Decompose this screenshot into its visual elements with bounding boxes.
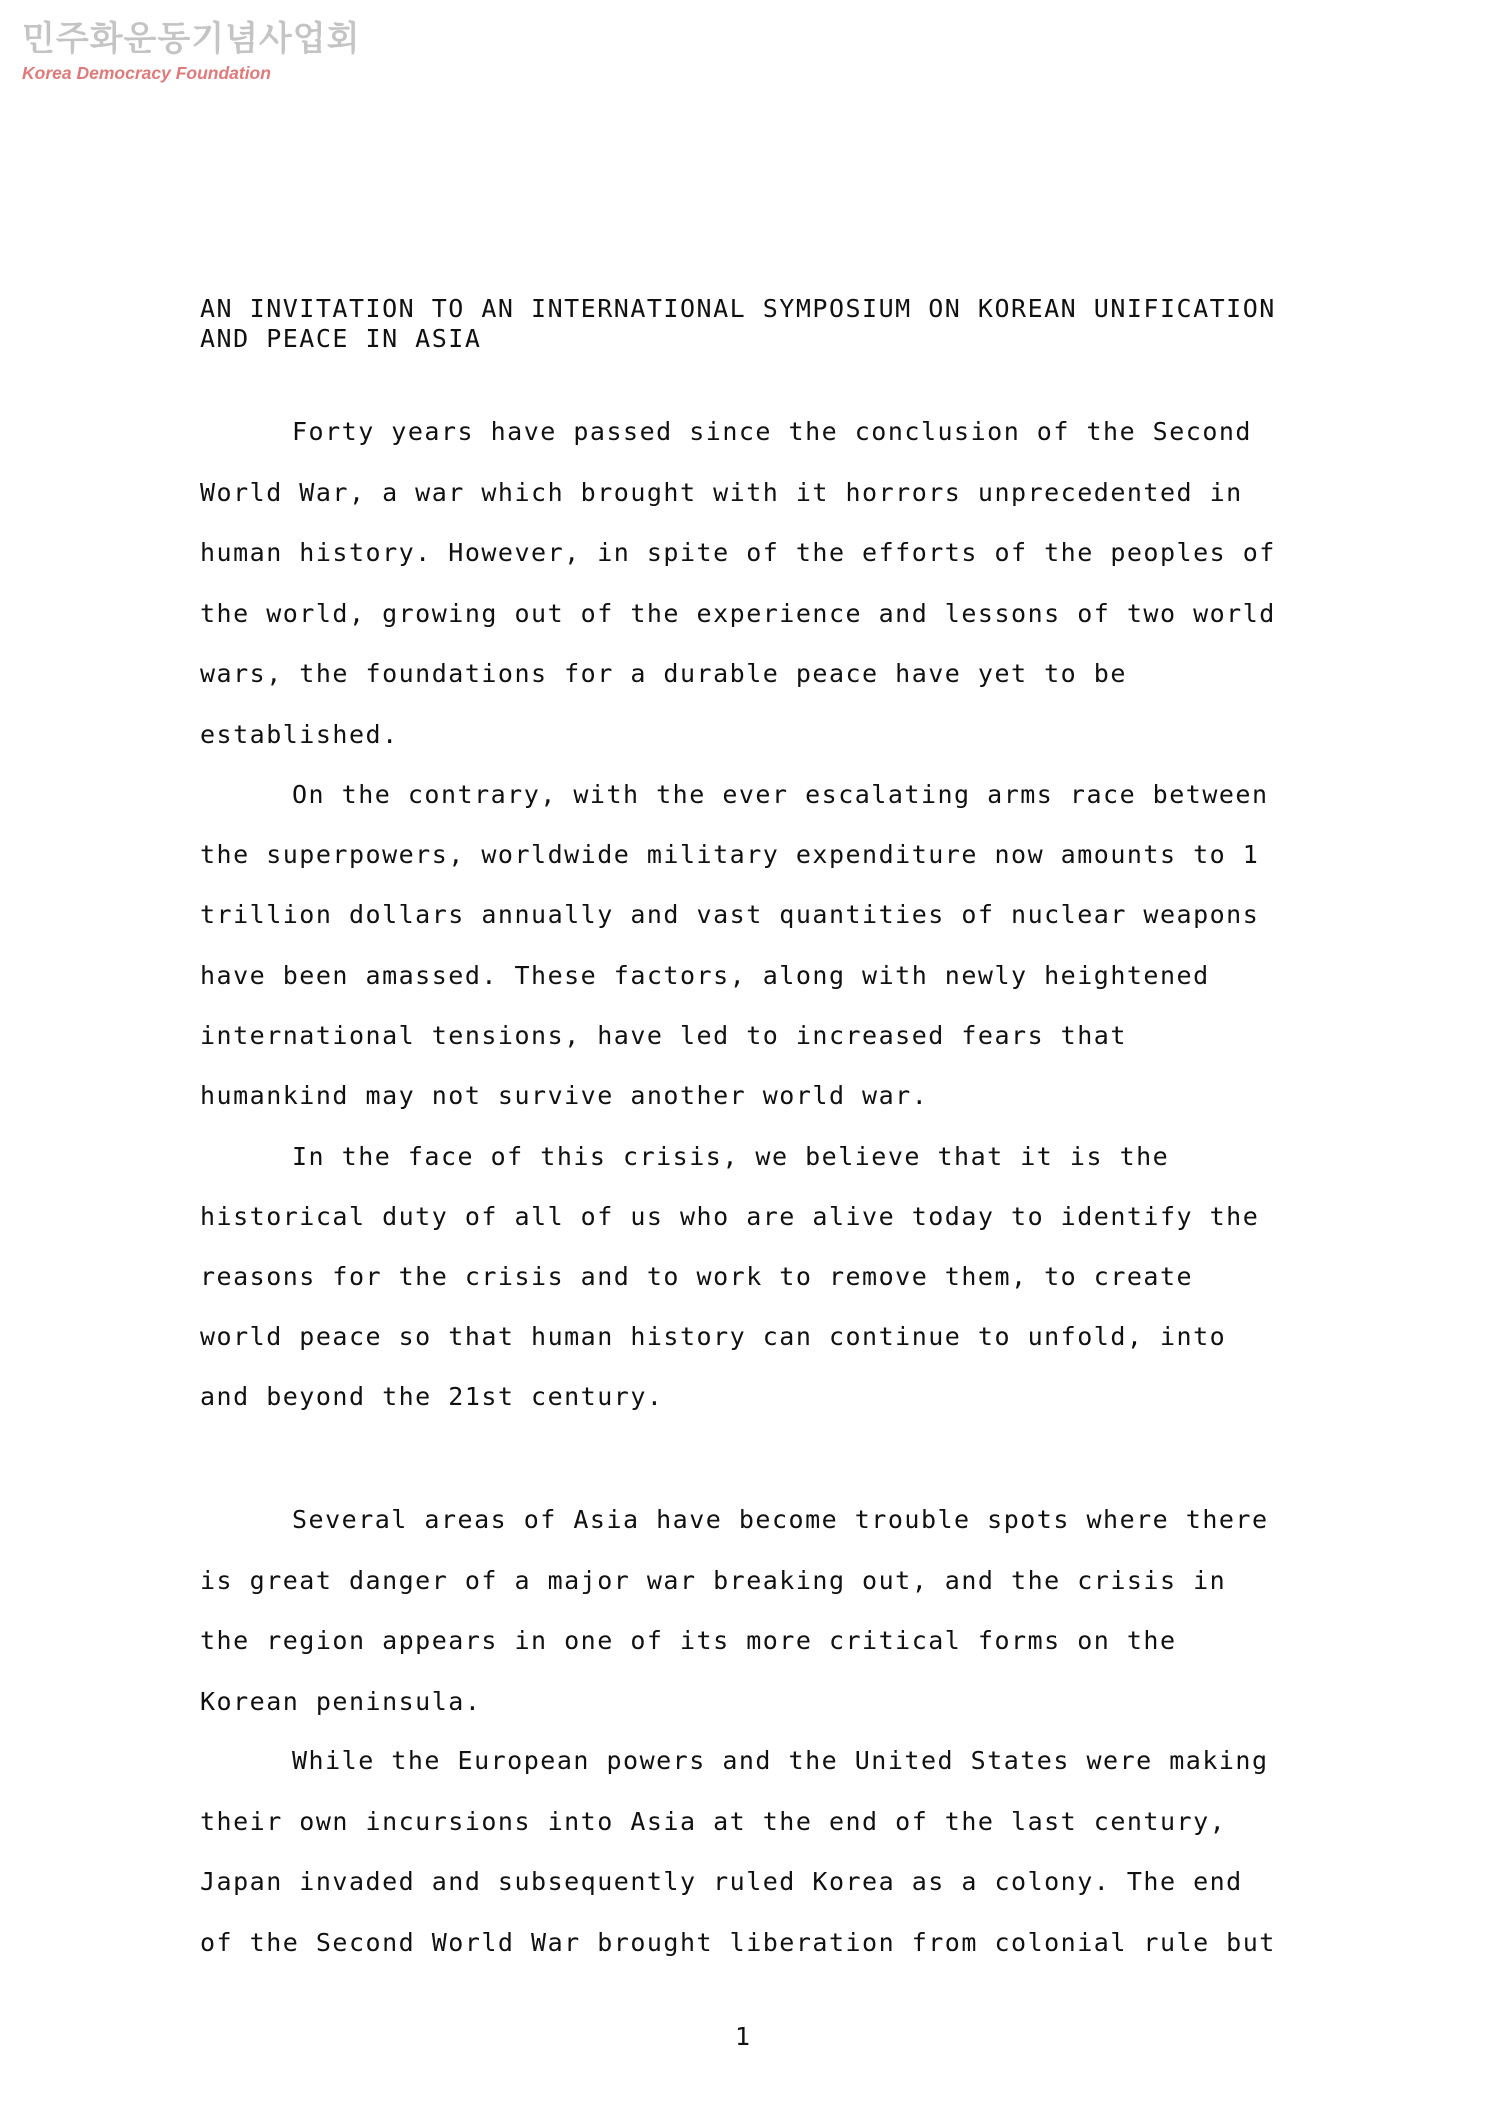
- paragraph-line: world peace so that human history can continue to unfold, into: [200, 1322, 1227, 1351]
- page-number: 1: [734, 2022, 751, 2051]
- paragraph-line: and beyond the 21st century.: [200, 1382, 664, 1411]
- paragraph-line: historical duty of all of us who are alive today to identify the: [200, 1202, 1260, 1231]
- watermark-english-text: Korea Democracy Foundation: [22, 63, 271, 83]
- paragraph-line: Several areas of Asia have become trouble spots where there: [292, 1505, 1269, 1534]
- paragraph-line: reasons for the crisis and to work to remove them, to create: [200, 1262, 1194, 1291]
- paragraph-line: Korean peninsula.: [200, 1686, 482, 1716]
- paragraph-line: On the contrary, with the ever escalating arms race between: [292, 780, 1269, 809]
- paragraph-line: Japan invaded and subsequently ruled Korea as a colony. The end: [200, 1867, 1243, 1896]
- paragraph-line: World War, a war which brought with it horrors unprecedented in: [200, 477, 1243, 507]
- paragraph-line: the superpowers, worldwide military expenditure now amounts to 1: [200, 840, 1260, 870]
- paragraph-line: Forty years have passed since the conclusion of the Second: [292, 417, 1252, 446]
- paragraph-4: [200, 1505, 1380, 1747]
- paragraph-1: [200, 417, 1380, 780]
- paragraph-line: humankind may not survive another world war.: [200, 1080, 929, 1110]
- paragraph-3: [200, 1142, 1380, 1442]
- paragraph-line: While the European powers and the United States were making: [292, 1746, 1269, 1775]
- paragraph-line: of the Second World War brought liberation from colonial rule but: [200, 1927, 1276, 1957]
- paragraph-line: the world, growing out of the experience and lessons of two world: [200, 598, 1276, 628]
- paragraph-line: trillion dollars annually and vast quantities of nuclear weapons: [200, 900, 1260, 930]
- title-line: AND PEACE IN ASIA: [200, 324, 482, 353]
- paragraph-line: is great danger of a major war breaking out, and the crisis in: [200, 1565, 1227, 1595]
- paragraph-line: have been amassed. These factors, along with newly heightened: [200, 960, 1210, 990]
- paragraph-line: human history. However, in spite of the efforts of the peoples of: [200, 538, 1276, 567]
- watermark-korean-text: 민주화운동기념사업회: [22, 19, 361, 59]
- watermark-logo: [22, 18, 360, 84]
- paragraph-line: their own incursions into Asia at the end of the last century,: [200, 1806, 1227, 1836]
- title-line: AN INVITATION TO AN INTERNATIONAL SYMPOSIUM ON KOREAN UNIFICATION: [200, 294, 1276, 323]
- paragraph-5: [200, 1746, 1380, 1988]
- paragraph-line: wars, the foundations for a durable peace have yet to be: [200, 659, 1127, 688]
- paragraph-line: the region appears in one of its more critical forms on the: [200, 1626, 1177, 1655]
- document-title: [200, 294, 1400, 354]
- paragraph-line: In the face of this crisis, we believe that it is the: [292, 1142, 1170, 1171]
- paragraph-line: international tensions, have led to increased fears that: [200, 1020, 1127, 1050]
- paragraph-2: [200, 780, 1380, 1141]
- paragraph-line: established.: [200, 719, 399, 749]
